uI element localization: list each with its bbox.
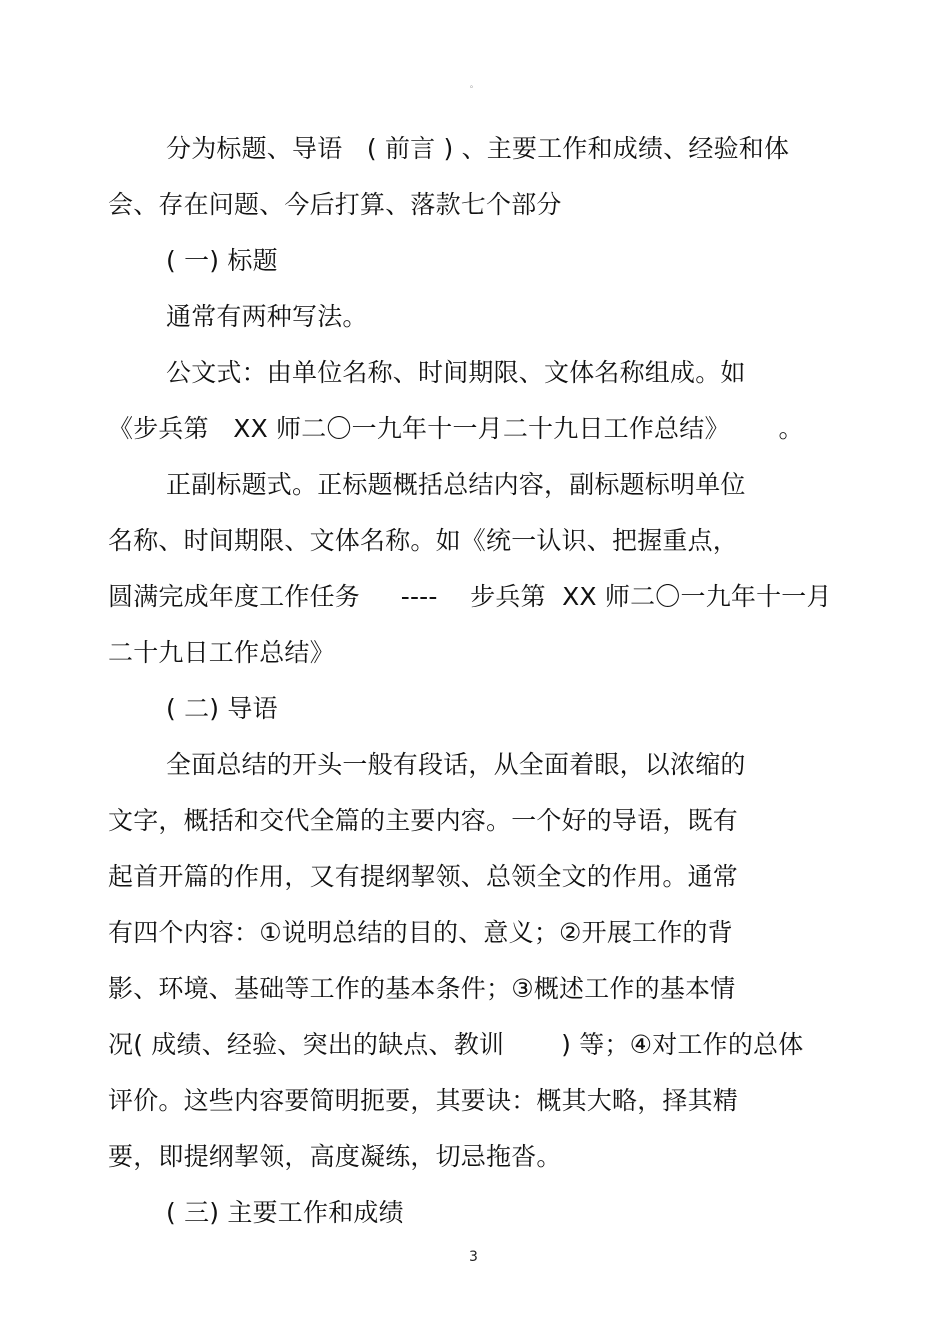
text-line: 通常有两种写法。 — [166, 302, 368, 331]
text-line: 全面总结的开头一般有段话，从全面着眼，以浓缩的 — [166, 750, 746, 779]
text-line: 有四个内容：①说明总结的目的、意义；②开展工作的背 — [108, 918, 733, 947]
header-mark: 。 — [470, 80, 478, 89]
text-line: 名称、时间期限、文体名称。如《统一认识、把握重点， — [108, 526, 739, 555]
text-line: 公文式：由单位名称、时间期限、文体名称组成。如 — [166, 358, 746, 387]
text-line: 影、环境、基础等工作的基本条件；③概述工作的基本情 — [108, 974, 736, 1003]
text-line: 要，即提纲挈领，高度凝练，切忌拖沓。 — [108, 1142, 562, 1171]
text-line: 起首开篇的作用，又有提纲挈领、总领全文的作用。通常 — [108, 862, 739, 891]
section-heading: ( 一) 标题 — [166, 246, 278, 275]
text-line: 况( 成绩、经验、突出的缺点、教训 ) 等；④对工作的总体 — [108, 1030, 804, 1059]
text-line: 《步兵第 XX 师二〇一九年十一月二十九日工作总结》 。 — [108, 414, 804, 443]
text-line: 圆满完成年度工作任务 ---- 步兵第 XX 师二〇一九年十一月 — [108, 582, 832, 611]
page-number: 3 — [469, 1249, 478, 1265]
section-heading: ( 三) 主要工作和成绩 — [166, 1198, 404, 1227]
text-line: 正副标题式。正标题概括总结内容，副标题标明单位 — [166, 470, 746, 499]
text-line: 会、存在问题、今后打算、落款七个部分 — [108, 190, 562, 219]
text-line: 评价。这些内容要简明扼要，其要诀：概其大略，择其精 — [108, 1086, 739, 1115]
text-line: 二十九日工作总结》 — [108, 638, 335, 667]
text-line: 分为标题、导语 ( 前言 ) 、主要工作和成绩、经验和体 — [166, 134, 790, 163]
section-heading: ( 二) 导语 — [166, 694, 278, 723]
text-line: 文字，概括和交代全篇的主要内容。一个好的导语，既有 — [108, 806, 739, 835]
